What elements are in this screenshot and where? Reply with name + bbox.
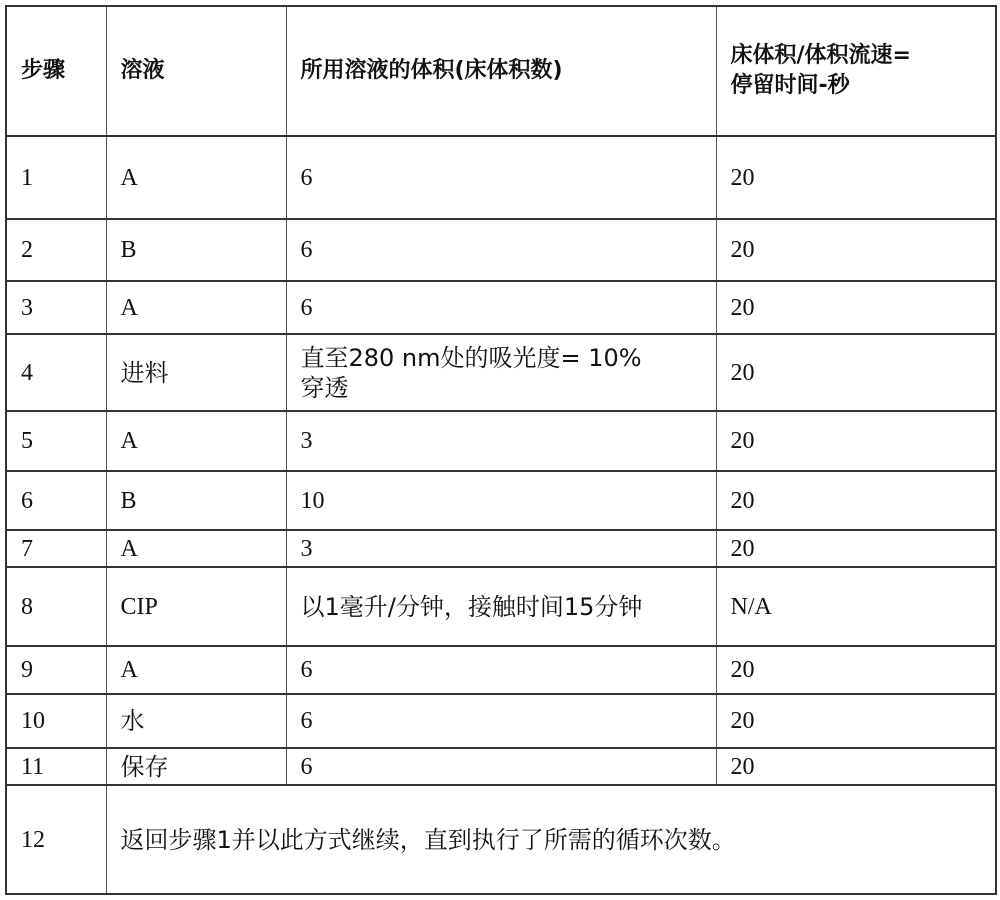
table-row xyxy=(6,530,996,567)
cell-volume xyxy=(286,334,716,411)
cell-step: 6 xyxy=(6,471,106,530)
cell-volume: 3 xyxy=(286,530,716,567)
table-row xyxy=(6,567,996,646)
cell-solution: B xyxy=(106,219,286,281)
table-row xyxy=(6,646,996,694)
cell-solution: A xyxy=(106,136,286,219)
header-residence-time xyxy=(716,6,996,136)
cell-solution: A xyxy=(106,646,286,694)
cell-step: 8 xyxy=(6,567,106,646)
cell-volume: 6 xyxy=(286,281,716,334)
cell-residence-time: 20 xyxy=(716,334,996,411)
cell-volume-line2: 穿透 xyxy=(300,373,349,402)
table-row-final xyxy=(6,785,996,894)
cell-step: 4 xyxy=(6,334,106,411)
cell-step: 5 xyxy=(6,411,106,471)
cell-volume: 6 xyxy=(286,694,716,748)
table-row xyxy=(6,471,996,530)
cell-residence-time: 20 xyxy=(716,281,996,334)
table-row xyxy=(6,411,996,471)
table-header-row xyxy=(6,6,996,136)
header-residence-time-line1: 床体积/体积流速= xyxy=(730,43,911,68)
cell-solution: 水 xyxy=(106,694,286,748)
cell-step: 12 xyxy=(6,785,106,894)
cell-volume: 6 xyxy=(286,136,716,219)
cell-residence-time: 20 xyxy=(716,748,996,785)
table-row xyxy=(6,136,996,219)
table-row xyxy=(6,334,996,411)
cell-step: 9 xyxy=(6,646,106,694)
cell-solution: A xyxy=(106,411,286,471)
table-row xyxy=(6,281,996,334)
header-step: 步骤 xyxy=(6,6,106,136)
header-residence-time-line2: 停留时间-秒 xyxy=(730,73,850,98)
cell-residence-time: 20 xyxy=(716,471,996,530)
cell-solution: B xyxy=(106,471,286,530)
cell-volume: 6 xyxy=(286,219,716,281)
cell-step: 3 xyxy=(6,281,106,334)
cell-volume: 10 xyxy=(286,471,716,530)
cell-residence-time: 20 xyxy=(716,530,996,567)
cell-solution: A xyxy=(106,530,286,567)
cell-step: 2 xyxy=(6,219,106,281)
cell-volume-line1: 直至280 nm处的吸光度= 10% xyxy=(300,343,642,372)
cell-volume: 以1毫升/分钟，接触时间15分钟 xyxy=(286,567,716,646)
cell-final-note: 返回步骤1并以此方式继续，直到执行了所需的循环次数。 xyxy=(106,785,996,894)
cell-residence-time: N/A xyxy=(716,567,996,646)
table-row xyxy=(6,748,996,785)
cell-residence-time: 20 xyxy=(716,646,996,694)
cell-step: 1 xyxy=(6,136,106,219)
cell-solution: A xyxy=(106,281,286,334)
cell-solution: 保存 xyxy=(106,748,286,785)
table-row xyxy=(6,694,996,748)
header-volume: 所用溶液的体积(床体积数) xyxy=(286,6,716,136)
cell-volume: 3 xyxy=(286,411,716,471)
cell-residence-time: 20 xyxy=(716,411,996,471)
table-row xyxy=(6,219,996,281)
header-solution: 溶液 xyxy=(106,6,286,136)
cell-volume: 6 xyxy=(286,646,716,694)
cell-volume: 6 xyxy=(286,748,716,785)
cell-residence-time: 20 xyxy=(716,136,996,219)
cell-residence-time: 20 xyxy=(716,694,996,748)
cell-step: 10 xyxy=(6,694,106,748)
cell-solution: CIP xyxy=(106,567,286,646)
cell-step: 11 xyxy=(6,748,106,785)
cell-solution: 进料 xyxy=(106,334,286,411)
cell-step: 7 xyxy=(6,530,106,567)
cell-residence-time: 20 xyxy=(716,219,996,281)
chromatography-protocol-table xyxy=(5,5,997,895)
